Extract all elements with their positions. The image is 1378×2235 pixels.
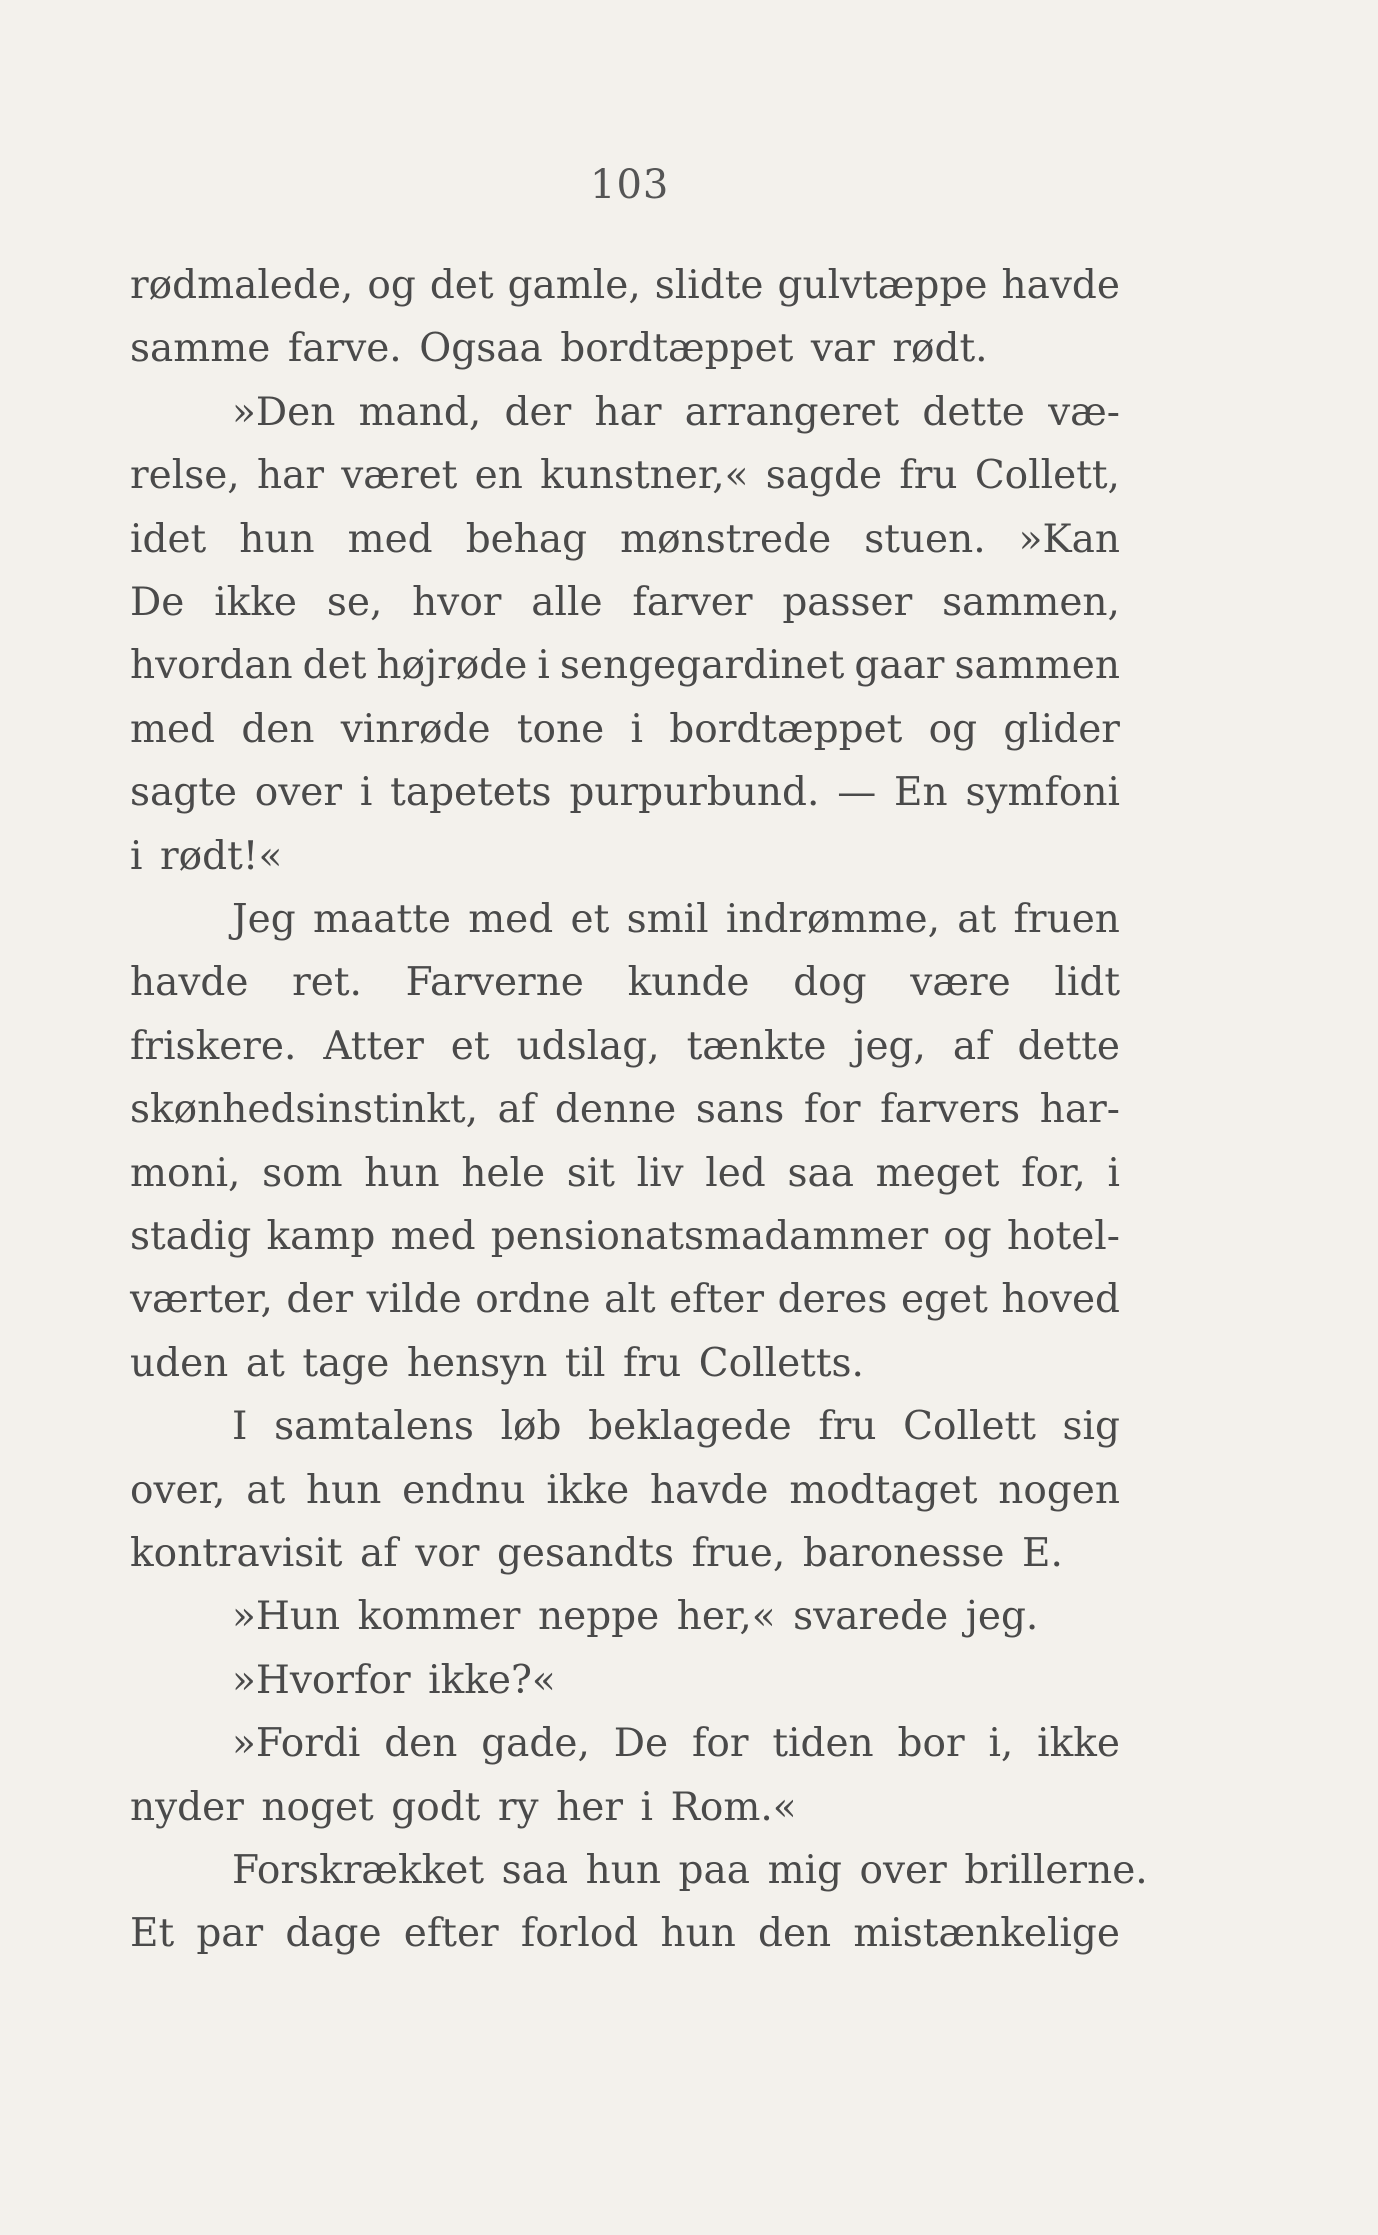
- word: saa: [501, 1848, 569, 1893]
- word: glider: [1003, 706, 1120, 752]
- word: Forskrækket: [232, 1848, 485, 1893]
- word: skønhedsinstinkt,: [130, 1087, 478, 1133]
- text-line: [232, 1720, 1120, 1768]
- word: alt: [604, 1277, 656, 1323]
- word: rødt!«: [160, 833, 283, 879]
- word: forlod: [520, 1911, 639, 1957]
- word: »Fordi: [232, 1721, 361, 1767]
- word: sammen: [954, 643, 1120, 689]
- word: hotel-: [1006, 1214, 1120, 1259]
- word: gesandts: [496, 1531, 675, 1576]
- word: udslag,: [516, 1023, 660, 1069]
- word: af: [360, 1531, 398, 1576]
- word: det: [302, 643, 367, 689]
- word: hvor: [412, 580, 502, 625]
- word: af: [952, 1023, 991, 1069]
- word: bordtæppet: [669, 706, 903, 752]
- word: purpurbund.: [569, 770, 820, 816]
- word: med: [390, 1214, 476, 1259]
- word: liv: [636, 1150, 684, 1196]
- word: moni,: [130, 1150, 241, 1196]
- word: i: [630, 706, 643, 752]
- word: ikke?«: [428, 1657, 556, 1703]
- word: farver: [632, 580, 753, 625]
- word: her: [556, 1784, 623, 1830]
- word: godt: [391, 1784, 481, 1830]
- word: hoved: [1001, 1277, 1120, 1323]
- word: ikke: [546, 1467, 630, 1513]
- text-line: [130, 452, 1120, 500]
- word: dette: [1017, 1023, 1120, 1069]
- word: eget: [900, 1277, 988, 1323]
- word: Rom.«: [670, 1784, 797, 1830]
- word: gaar: [854, 643, 945, 689]
- word: har-: [1039, 1087, 1120, 1133]
- page-number: 103: [590, 162, 670, 208]
- word: sans: [695, 1087, 785, 1133]
- text-line: [232, 389, 1120, 437]
- word: den: [384, 1721, 458, 1767]
- word: tone: [516, 706, 605, 752]
- word: frue,: [691, 1531, 786, 1576]
- word: det: [429, 263, 494, 308]
- word: kommer: [357, 1594, 521, 1640]
- word: efter: [669, 1277, 765, 1323]
- word: mand,: [358, 389, 482, 435]
- word: gade,: [481, 1721, 590, 1767]
- word: en: [474, 453, 523, 499]
- word: i: [1107, 1150, 1120, 1196]
- word: jeg.: [965, 1594, 1039, 1640]
- word: tage: [302, 1340, 390, 1386]
- word: friskere.: [130, 1023, 297, 1069]
- word: værter,: [130, 1277, 273, 1323]
- word: rødt.: [892, 326, 988, 372]
- word: hele: [461, 1150, 546, 1196]
- word: vinrøde: [340, 706, 491, 752]
- word: har: [594, 389, 662, 435]
- word: kunde: [627, 960, 750, 1006]
- word: Jeg: [232, 897, 296, 942]
- word: sagte: [130, 770, 237, 816]
- word: fru: [899, 453, 958, 499]
- word: relse,: [130, 453, 240, 499]
- word: for: [803, 1087, 861, 1133]
- word: Colletts.: [698, 1340, 864, 1386]
- word: hun: [239, 516, 315, 562]
- word: over: [859, 1848, 947, 1893]
- word: se,: [326, 580, 383, 625]
- word: hun: [660, 1911, 736, 1957]
- word: mistænkelige: [853, 1911, 1120, 1957]
- word: indrømme,: [725, 897, 940, 942]
- text-line: [232, 1403, 1120, 1451]
- word: behag: [465, 516, 588, 562]
- word: tænkte: [686, 1023, 827, 1069]
- word: der: [504, 389, 572, 435]
- word: denne: [554, 1087, 677, 1133]
- word: noget: [261, 1784, 374, 1830]
- word: idet: [130, 516, 207, 562]
- word: og: [367, 263, 416, 308]
- word: ikke: [1037, 1721, 1120, 1767]
- word: paa: [678, 1848, 751, 1893]
- word: nogen: [998, 1467, 1120, 1513]
- word: rødmalede,: [130, 263, 354, 308]
- text-line: [130, 1276, 1120, 1324]
- word: et: [450, 1023, 490, 1069]
- word: at: [957, 897, 997, 942]
- word: beklagede: [588, 1404, 792, 1450]
- text-line: [130, 1340, 1120, 1388]
- word: som: [262, 1150, 343, 1196]
- word: hvordan: [130, 643, 293, 689]
- text-line: [130, 769, 1120, 817]
- word: kamp: [266, 1214, 376, 1259]
- word: der: [286, 1277, 354, 1323]
- text-line: [130, 579, 1120, 627]
- word: her,«: [676, 1594, 776, 1640]
- word: I: [232, 1404, 248, 1450]
- word: »Hun: [232, 1594, 341, 1640]
- word: bordtæppet: [560, 326, 794, 372]
- word: i: [537, 643, 550, 689]
- word: fru: [818, 1404, 877, 1450]
- text-line: [130, 833, 1120, 881]
- word: De: [613, 1721, 669, 1767]
- word: sit: [566, 1150, 615, 1196]
- word: været: [341, 453, 458, 499]
- word: saa: [787, 1150, 854, 1196]
- word: farve.: [287, 326, 402, 372]
- word: slidte: [654, 263, 764, 308]
- word: hun: [364, 1150, 440, 1196]
- word: De: [130, 580, 185, 625]
- word: Et: [130, 1911, 175, 1957]
- word: baronesse: [802, 1531, 1005, 1576]
- word: pensionatsmadammer: [490, 1214, 929, 1259]
- word: »Kan: [1018, 516, 1120, 562]
- word: maatte: [312, 897, 451, 942]
- text-line: [130, 959, 1120, 1007]
- word: hun: [585, 1848, 661, 1893]
- word: ry: [497, 1784, 539, 1830]
- word: uden: [130, 1340, 229, 1386]
- word: at: [246, 1467, 286, 1513]
- word: for: [691, 1721, 749, 1767]
- word: væ-: [1048, 389, 1120, 435]
- word: over: [254, 770, 343, 816]
- text-line: [130, 1023, 1120, 1071]
- word: fruen: [1013, 897, 1120, 942]
- word: —: [837, 770, 877, 816]
- word: mønstrede: [620, 516, 832, 562]
- text-line: [130, 1086, 1120, 1134]
- word: med: [130, 706, 216, 752]
- word: tiden: [772, 1721, 874, 1767]
- word: ikke: [214, 580, 298, 625]
- text-line: [130, 1910, 1120, 1958]
- word: farvers: [880, 1087, 1021, 1133]
- text-line: [130, 325, 1120, 373]
- text-line: [130, 1467, 1120, 1515]
- word: dette: [922, 389, 1025, 435]
- word: sagde: [765, 453, 883, 499]
- word: vor: [415, 1531, 480, 1576]
- word: i: [640, 1784, 654, 1830]
- word: har: [256, 453, 324, 499]
- word: Collett: [903, 1404, 1036, 1450]
- text-line: [130, 1784, 1120, 1832]
- text-line: [130, 1150, 1120, 1198]
- word: fru: [623, 1340, 682, 1386]
- word: stadig: [130, 1214, 252, 1259]
- word: Farverne: [405, 960, 584, 1006]
- word: den: [241, 706, 315, 752]
- word: den: [758, 1911, 832, 1957]
- word: hun: [305, 1467, 382, 1513]
- text-line: [130, 642, 1120, 690]
- word: havde: [650, 1467, 769, 1513]
- word: lidt: [1054, 960, 1120, 1006]
- word: sammen,: [942, 580, 1120, 625]
- text-line: [232, 1593, 1120, 1641]
- word: passer: [782, 580, 913, 625]
- word: og: [928, 706, 978, 752]
- word: kontravisit: [130, 1531, 343, 1576]
- word: endnu: [402, 1467, 526, 1513]
- word: i: [130, 833, 143, 879]
- word: højrøde: [376, 643, 528, 689]
- word: ordne: [475, 1277, 591, 1323]
- word: Collett,: [974, 453, 1120, 499]
- word: gamle,: [507, 263, 641, 308]
- word: over,: [130, 1467, 226, 1513]
- word: til: [564, 1340, 606, 1386]
- text-line: [232, 896, 1120, 944]
- word: svarede: [793, 1594, 949, 1640]
- word: sengegardinet: [559, 643, 845, 689]
- word: par: [196, 1911, 264, 1957]
- word: og: [943, 1214, 992, 1259]
- word: »Den: [232, 389, 336, 435]
- word: alle: [531, 580, 603, 625]
- word: ret.: [292, 960, 362, 1006]
- word: dog: [793, 960, 867, 1006]
- word: mig: [767, 1848, 842, 1893]
- word: sig: [1062, 1404, 1120, 1450]
- word: stuen.: [864, 516, 986, 562]
- word: meget: [875, 1150, 1000, 1196]
- word: havde: [1001, 263, 1120, 308]
- text-line: [130, 516, 1120, 564]
- word: led: [705, 1150, 766, 1196]
- word: i: [359, 770, 373, 816]
- word: havde: [130, 960, 249, 1006]
- text-line: [232, 1847, 1148, 1895]
- word: smil: [626, 897, 709, 942]
- word: være: [910, 960, 1011, 1006]
- word: deres: [777, 1277, 888, 1323]
- word: arrangeret: [684, 389, 900, 435]
- word: nyder: [130, 1784, 244, 1830]
- word: samme: [130, 326, 271, 372]
- word: var: [810, 326, 875, 372]
- text-line: [130, 1530, 1120, 1578]
- text-line: [232, 1657, 1120, 1705]
- word: neppe: [538, 1594, 660, 1640]
- word: samtalens: [274, 1404, 474, 1450]
- word: E.: [1022, 1531, 1063, 1576]
- word: Ogsaa: [419, 326, 543, 372]
- word: gulvtæppe: [777, 263, 988, 308]
- word: kunstner,«: [540, 453, 749, 499]
- word: for,: [1021, 1150, 1086, 1196]
- word: dage: [285, 1911, 382, 1957]
- word: symfoni: [965, 770, 1120, 816]
- word: i,: [988, 1721, 1014, 1767]
- word: En: [894, 770, 948, 816]
- word: med: [468, 897, 554, 942]
- word: Atter: [323, 1023, 424, 1069]
- word: med: [347, 516, 433, 562]
- word: hensyn: [406, 1340, 548, 1386]
- word: »Hvorfor: [232, 1657, 411, 1703]
- text-line: [130, 706, 1120, 754]
- word: efter: [403, 1911, 499, 1957]
- word: vilde: [366, 1277, 462, 1323]
- word: tapetets: [390, 770, 552, 816]
- text-line: [130, 1213, 1120, 1261]
- word: jeg,: [853, 1023, 926, 1069]
- word: bor: [897, 1721, 965, 1767]
- word: modtaget: [789, 1467, 978, 1513]
- word: at: [245, 1340, 285, 1386]
- word: et: [570, 897, 610, 942]
- word: løb: [500, 1404, 562, 1450]
- word: brillerne.: [964, 1848, 1148, 1893]
- word: af: [497, 1087, 536, 1133]
- text-line: [130, 262, 1120, 310]
